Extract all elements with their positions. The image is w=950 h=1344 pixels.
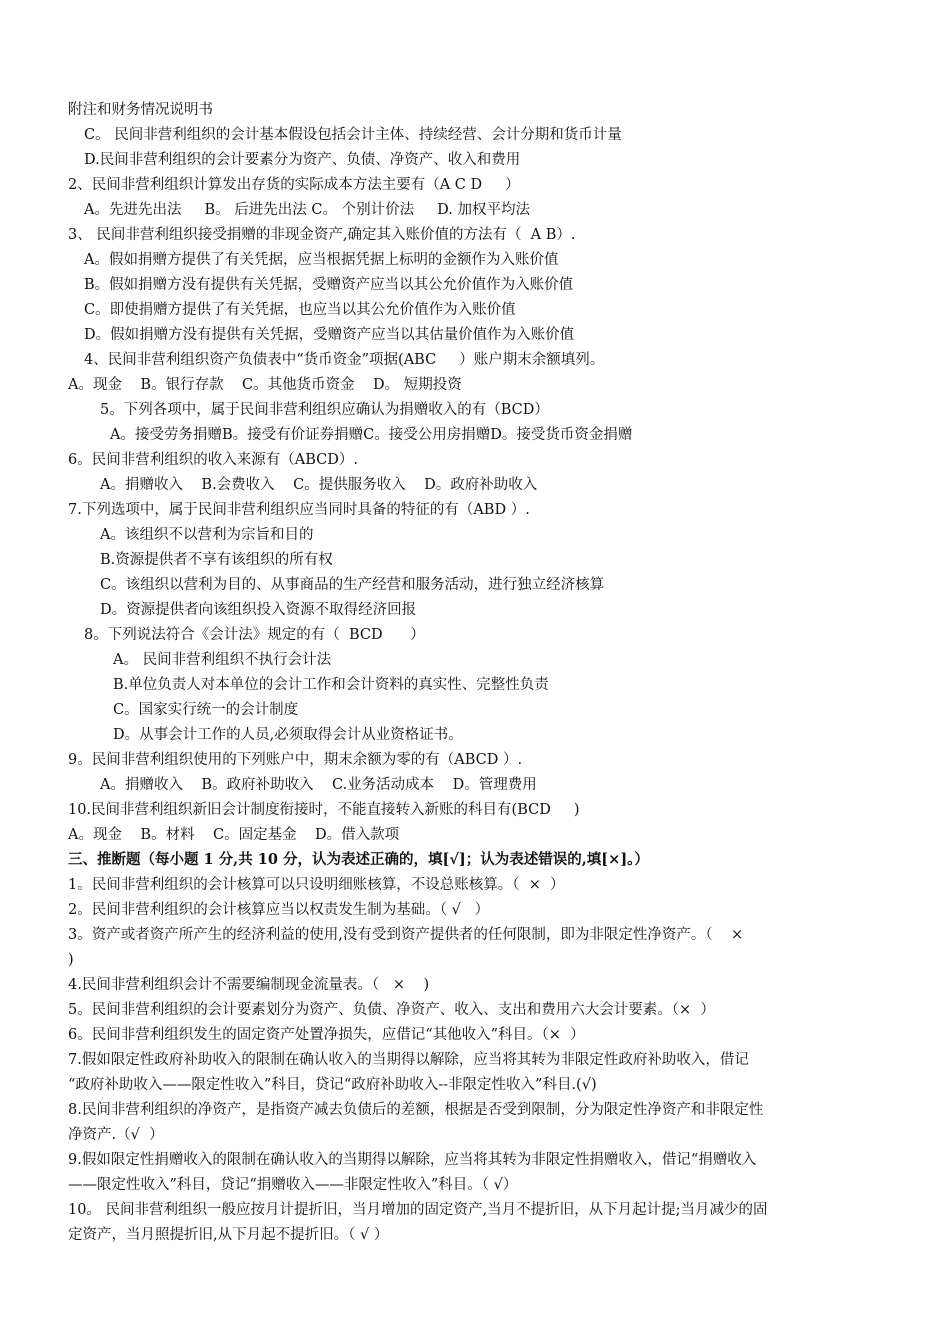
options-line: A。现金 B。材料 C。固定基金 D。借入款项 <box>68 827 400 843</box>
option-line: B.资源提供者不享有该组织的所有权 <box>100 552 333 568</box>
judgment-line: 定资产，当月照提折旧,从下月起不提折旧。（ √ ） <box>68 1227 389 1243</box>
judgment-line: 5。民间非营利组织的会计要素划分为资产、负债、净资产、收入、支出和费用六大会计要素。（× ） <box>68 1002 715 1018</box>
judgment-line: 3。资产或者资产所产生的经济利益的使用,没有受到资产提供者的任何限制，即为非限定性净资产。（ × <box>68 927 744 943</box>
option-line: A。假如捐赠方提供了有关凭据，应当根据凭据上标明的金额作为入账价值 <box>84 252 559 268</box>
section-heading: 三、推断题（每小题 1 分,共 10 分，认为表述正确的，填[√]；认为表述错误的,填[×]。） <box>68 851 649 868</box>
question-line: 7.下列选项中，属于民间非营利组织应当同时具备的特征的有（ABD ）. <box>68 502 530 518</box>
option-line: B。假如捐赠方没有提供有关凭据，受赠资产应当以其公允价值作为入账价值 <box>84 277 574 293</box>
judgment-line: 7.假如限定性政府补助收入的限制在确认收入的当期得以解除，应当将其转为非限定性政府补助收入，借记 <box>68 1052 749 1068</box>
question-line: 3、 民间非营利组织接受捐赠的非现金资产,确定其入账价值的方法有（ A B）. <box>68 227 576 243</box>
question-line: 5。下列各项中，属于民间非营利组织应确认为捐赠收入的有（BCD） <box>100 402 549 418</box>
judgment-line: 9.假如限定性捐赠收入的限制在确认收入的当期得以解除，应当将其转为非限定性捐赠收入，借记“捐赠收入 <box>68 1152 757 1168</box>
judgment-line: 2。民间非营利组织的会计核算应当以权责发生制为基础。（ √ ） <box>68 902 490 918</box>
option-line: B.单位负责人对本单位的会计工作和会计资料的真实性、完整性负责 <box>113 677 549 693</box>
question-line: 9。民间非营利组织使用的下列账户中，期末余额为零的有（ABCD ）. <box>68 752 523 768</box>
option-line: D。从事会计工作的人员,必须取得会计从业资格证书。 <box>113 727 463 743</box>
judgment-line: 净资产.（√ ） <box>68 1127 164 1143</box>
option-line: C。国家实行统一的会计制度 <box>113 702 299 718</box>
judgment-line: 1。民间非营利组织的会计核算可以只设明细账核算，不设总账核算。（ × ） <box>68 877 565 893</box>
options-line: A。现金 B。银行存款 C。其他货币资金 D。 短期投资 <box>68 377 462 393</box>
text-line: C。 民间非营利组织的会计基本假设包括会计主体、持续经营、会计分期和货币计量 <box>84 127 622 143</box>
options-line: A。先进先出法 B。 后进先出法 C。 个别计价法 D. 加权平均法 <box>84 202 530 218</box>
judgment-line: 10。 民间非营利组织一般应按月计提折旧，当月增加的固定资产,当月不提折旧，从下月起计提;当月减少的固 <box>68 1202 768 1218</box>
judgment-line: “政府补助收入——限定性收入”科目，贷记“政府补助收入--非限定性收入”科目.(√) <box>68 1077 597 1093</box>
question-line: 4、民间非营利组织资产负债表中“货币资金”项据(ABC ）账户期末余额填列。 <box>84 352 605 368</box>
question-line: 2、民间非营利组织计算发出存货的实际成本方法主要有（A C D ） <box>68 177 520 193</box>
judgment-line: 6。民间非营利组织发生的固定资产处置净损失，应借记“其他收入”科目。（× ） <box>68 1027 585 1043</box>
option-line: A。 民间非营利组织不执行会计法 <box>113 652 332 668</box>
option-line: C。该组织以营利为目的、从事商品的生产经营和服务活动，进行独立经济核算 <box>100 577 605 593</box>
text-line: 附注和财务情况说明书 <box>68 102 213 118</box>
option-line: D。资源提供者向该组织投入资源不取得经济回报 <box>100 602 417 618</box>
question-line: 8。下列说法符合《会计法》规定的有（ BCD ） <box>84 627 425 643</box>
option-line: C。即使捐赠方提供了有关凭据，也应当以其公允价值作为入账价值 <box>84 302 516 318</box>
options-line: A。接受劳务捐赠B。接受有价证券捐赠C。接受公用房捐赠D。接受货币资金捐赠 <box>110 427 633 443</box>
option-line: A。该组织不以营利为宗旨和目的 <box>100 527 314 543</box>
judgment-line: ——限定性收入”科目，贷记“捐赠收入——非限定性收入”科目。（ √） <box>68 1177 518 1193</box>
judgment-line: 8.民间非营利组织的净资产，是指资产减去负债后的差额，根据是否受到限制，分为限定性净资产和非限定性 <box>68 1102 764 1118</box>
text-line: D.民间非营利组织的会计要素分为资产、负债、净资产、收入和费用 <box>84 152 521 168</box>
question-line: 10.民间非营利组织新旧会计制度衔接时，不能直接转入新账的科目有(BCD ) <box>68 802 580 818</box>
options-line: A。捐赠收入 B。政府补助收入 C.业务活动成本 D。管理费用 <box>100 777 537 793</box>
judgment-line: 4.民间非营利组织会计不需要编制现金流量表。（ × ) <box>68 977 430 993</box>
question-line: 6。民间非营利组织的收入来源有（ABCD）. <box>68 452 358 468</box>
options-line: A。捐赠收入 B.会费收入 C。提供服务收入 D。政府补助收入 <box>100 477 538 493</box>
judgment-line: ) <box>68 952 74 968</box>
option-line: D。假如捐赠方没有提供有关凭据，受赠资产应当以其估量价值作为入账价值 <box>84 327 575 343</box>
